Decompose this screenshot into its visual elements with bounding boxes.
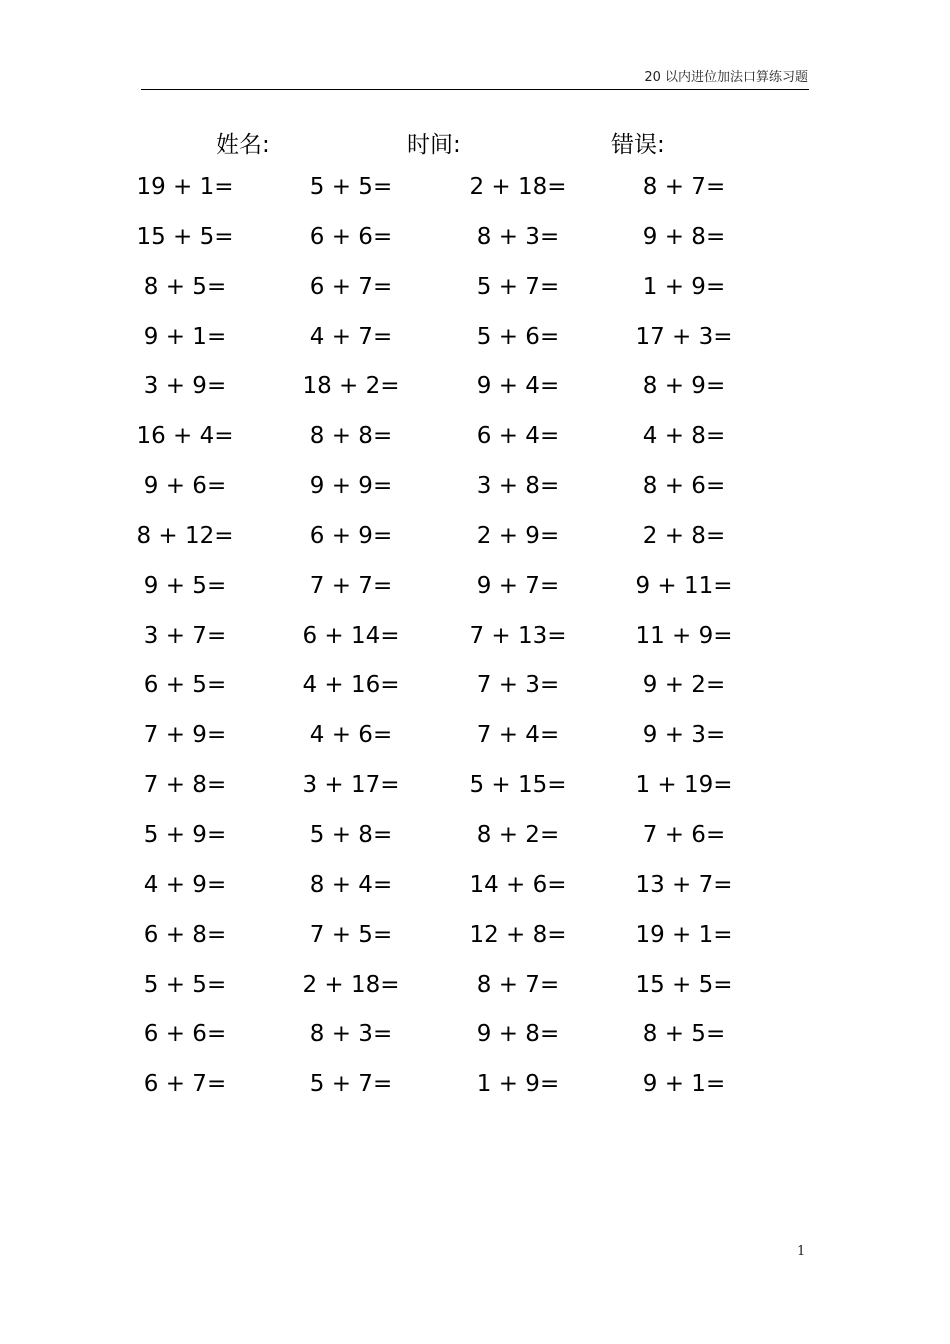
problem-cell: 4 + 9=: [143, 871, 227, 898]
problem-cell: 15 + 5=: [136, 223, 234, 250]
problem-cell: 4 + 6=: [309, 722, 393, 749]
problem-cell: 7 + 4=: [476, 722, 560, 749]
problem-cell: 19 + 1=: [635, 921, 733, 948]
problem-cell: 6 + 6=: [309, 223, 393, 250]
problem-row: [0, 218, 950, 268]
problem-cell: 4 + 7=: [309, 323, 393, 350]
problem-cell: 7 + 7=: [309, 572, 393, 599]
problem-cell: 5 + 5=: [143, 971, 227, 998]
problem-cell: 6 + 9=: [309, 522, 393, 549]
problem-cell: 8 + 2=: [476, 821, 560, 848]
problem-cell: 9 + 1=: [143, 323, 227, 350]
problem-cell: 8 + 3=: [309, 1021, 393, 1048]
problem-cell: 8 + 12=: [136, 522, 234, 549]
problem-row: [0, 367, 950, 417]
problem-cell: 18 + 2=: [302, 373, 400, 400]
problem-cell: 5 + 9=: [143, 821, 227, 848]
problem-cell: 6 + 7=: [143, 1071, 227, 1098]
problem-cell: 5 + 8=: [309, 821, 393, 848]
page-number: 1: [797, 1244, 806, 1259]
problem-row: [0, 318, 950, 368]
problem-cell: 19 + 1=: [136, 174, 234, 200]
problem-cell: 7 + 9=: [143, 722, 227, 749]
problem-row: [0, 617, 950, 667]
problem-row: [0, 716, 950, 766]
problem-cell: 3 + 17=: [302, 772, 400, 799]
problem-cell: 5 + 7=: [309, 1071, 393, 1098]
problem-cell: 6 + 7=: [309, 273, 393, 300]
problem-cell: 9 + 4=: [476, 373, 560, 400]
problem-cell: 1 + 9=: [642, 273, 726, 300]
problem-cell: 9 + 9=: [309, 473, 393, 500]
problem-cell: 7 + 6=: [642, 821, 726, 848]
header-title: 20 以内进位加法口算练习题: [644, 70, 808, 85]
problem-cell: 7 + 3=: [476, 672, 560, 699]
problem-cell: 2 + 9=: [476, 522, 560, 549]
problem-cell: 17 + 3=: [635, 323, 733, 350]
problem-cell: 8 + 5=: [642, 1021, 726, 1048]
problem-cell: 3 + 9=: [143, 373, 227, 400]
problem-cell: 9 + 8=: [476, 1021, 560, 1048]
problem-cell: 7 + 13=: [469, 622, 567, 649]
problem-row: [0, 467, 950, 517]
problem-cell: 5 + 15=: [469, 772, 567, 799]
problem-cell: 6 + 14=: [302, 622, 400, 649]
problem-cell: 9 + 11=: [635, 572, 733, 599]
problem-cell: 8 + 5=: [143, 273, 227, 300]
problem-cell: 5 + 7=: [476, 273, 560, 300]
problem-row: [0, 517, 950, 567]
problem-cell: 6 + 4=: [476, 423, 560, 450]
problem-cell: 8 + 4=: [309, 871, 393, 898]
problem-row: [0, 816, 950, 866]
problem-cell: 9 + 3=: [642, 722, 726, 749]
problem-cell: 5 + 5=: [309, 174, 393, 200]
problem-grid: [0, 168, 950, 1115]
problem-cell: 1 + 19=: [635, 772, 733, 799]
problem-cell: 3 + 8=: [476, 473, 560, 500]
problem-cell: 7 + 8=: [143, 772, 227, 799]
problem-cell: 15 + 5=: [635, 971, 733, 998]
problem-cell: 2 + 18=: [469, 174, 567, 200]
problem-cell: 9 + 7=: [476, 572, 560, 599]
name-label: 姓名:: [216, 132, 270, 158]
problem-cell: 2 + 8=: [642, 522, 726, 549]
header-rule: [141, 89, 809, 90]
problem-row: [0, 966, 950, 1016]
info-labels: [0, 126, 950, 160]
problem-row: [0, 268, 950, 318]
problem-cell: 7 + 5=: [309, 921, 393, 948]
time-label: 时间:: [407, 132, 461, 158]
problem-row: [0, 168, 950, 218]
problem-cell: 8 + 7=: [642, 174, 726, 200]
problem-cell: 13 + 7=: [635, 871, 733, 898]
problem-cell: 8 + 3=: [476, 223, 560, 250]
problem-cell: 9 + 6=: [143, 473, 227, 500]
problem-cell: 6 + 5=: [143, 672, 227, 699]
problem-row: [0, 1015, 950, 1065]
problem-cell: 6 + 6=: [143, 1021, 227, 1048]
problem-cell: 6 + 8=: [143, 921, 227, 948]
problem-cell: 16 + 4=: [136, 423, 234, 450]
problem-row: [0, 666, 950, 716]
problem-cell: 1 + 9=: [476, 1071, 560, 1098]
problem-row: [0, 866, 950, 916]
problem-cell: 4 + 8=: [642, 423, 726, 450]
problem-cell: 8 + 8=: [309, 423, 393, 450]
problem-cell: 8 + 9=: [642, 373, 726, 400]
problem-cell: 9 + 2=: [642, 672, 726, 699]
problem-cell: 3 + 7=: [143, 622, 227, 649]
problem-cell: 9 + 5=: [143, 572, 227, 599]
problem-row: [0, 766, 950, 816]
problem-cell: 12 + 8=: [469, 921, 567, 948]
problem-cell: 8 + 7=: [476, 971, 560, 998]
problem-cell: 2 + 18=: [302, 971, 400, 998]
errors-label: 错误:: [611, 132, 665, 158]
problem-cell: 4 + 16=: [302, 672, 400, 699]
problem-cell: 11 + 9=: [635, 622, 733, 649]
problem-cell: 8 + 6=: [642, 473, 726, 500]
problem-row: [0, 567, 950, 617]
problem-cell: 9 + 8=: [642, 223, 726, 250]
problem-row: [0, 916, 950, 966]
problem-row: [0, 1065, 950, 1115]
problem-cell: 9 + 1=: [642, 1071, 726, 1098]
problem-cell: 14 + 6=: [469, 871, 567, 898]
problem-row: [0, 417, 950, 467]
problem-cell: 5 + 6=: [476, 323, 560, 350]
